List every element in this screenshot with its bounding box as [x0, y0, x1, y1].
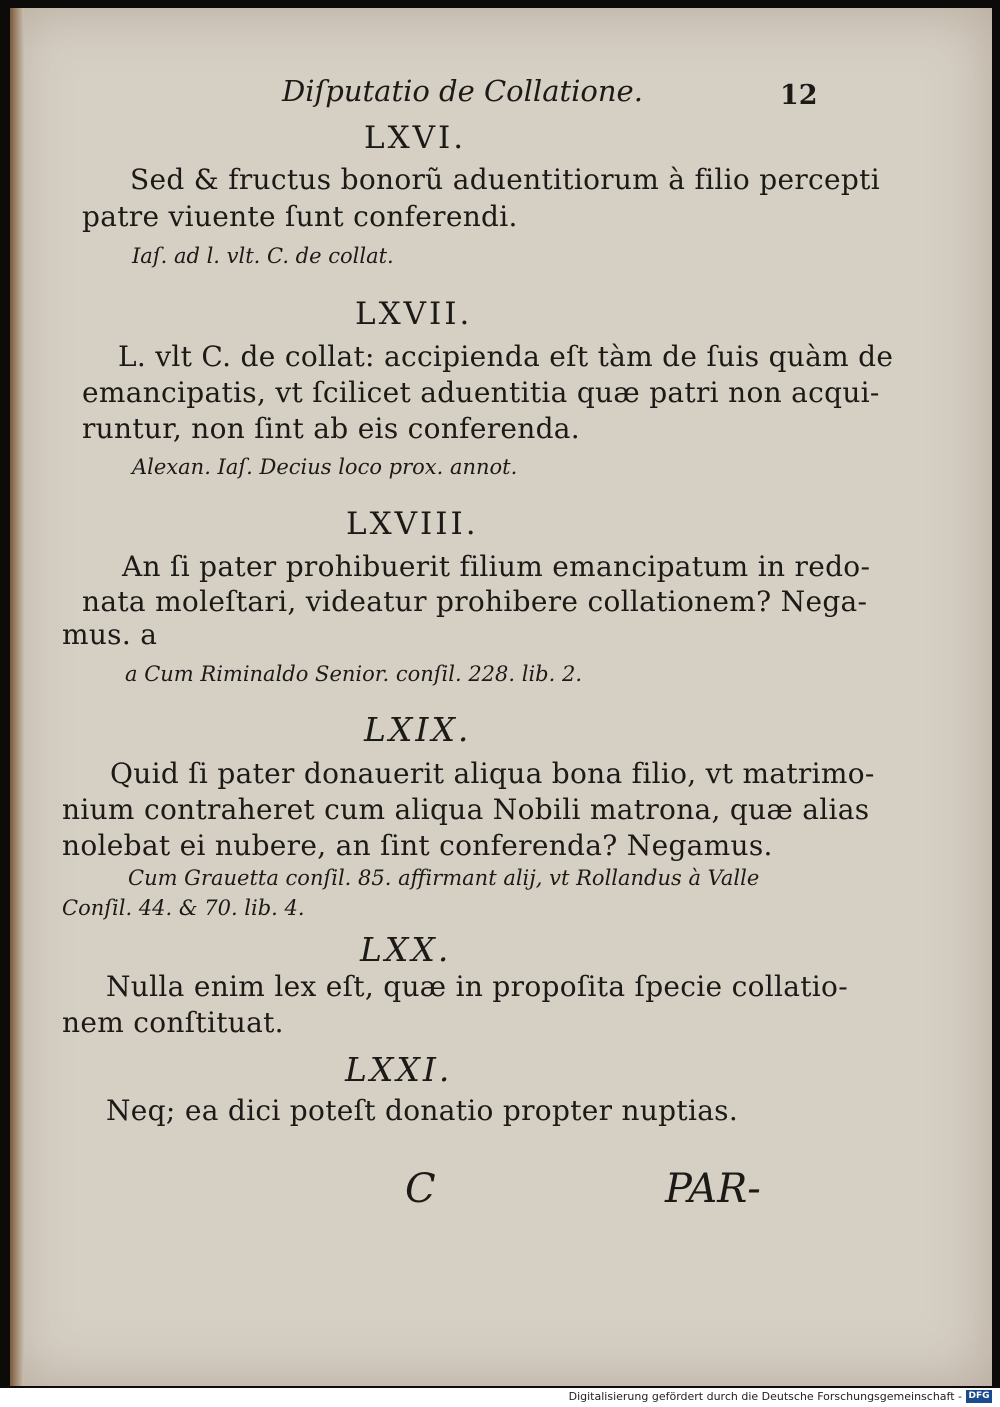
- body-line: Quid ſi pater donauerit aliqua bona filio, vt matrimo-: [110, 757, 875, 790]
- body-line: emancipatis, vt ſcilicet aduentitia quæ patri non acqui-: [82, 376, 880, 409]
- marginal-note: Conſil. 44. & 70. lib. 4.: [62, 896, 305, 920]
- body-line: Sed & fructus bonorũ aduentitiorum à filio percepti: [130, 163, 880, 196]
- body-line: nem conſtituat.: [62, 1006, 284, 1039]
- page-edge: [10, 8, 24, 1386]
- section-heading: LXVII.: [355, 296, 473, 332]
- running-head: Diſputatio de Collatione.: [282, 74, 643, 108]
- body-line: An ſi pater prohibuerit filium emancipatum in redo-: [122, 550, 871, 583]
- signature-mark: C: [405, 1166, 436, 1212]
- marginal-note: Alexan. Iaſ. Decius loco prox. annot.: [132, 455, 518, 479]
- marginal-note: Iaſ. ad l. vlt. C. de collat.: [132, 244, 394, 268]
- page-number: 12: [780, 80, 818, 111]
- body-line: L. vlt C. de collat: accipienda eſt tàm de ſuis quàm de: [118, 340, 894, 373]
- body-line: nium contraheret cum aliqua Nobili matrona, quæ alias: [62, 793, 870, 826]
- marginal-note: Cum Grauetta conſil. 85. affirmant alij, vt Rollandus à Valle: [128, 866, 760, 890]
- body-line: patre viuente ſunt conferendi.: [82, 200, 518, 233]
- section-heading: LXVI.: [364, 120, 467, 156]
- section-heading: LXIX.: [364, 710, 472, 749]
- section-heading: LXX.: [360, 930, 452, 969]
- section-heading: LXXI.: [345, 1050, 453, 1089]
- body-line: runtur, non ſint ab eis conferenda.: [82, 412, 580, 445]
- footer-credit: Digitalisierung gefördert durch die Deutsche Forschungsgemeinschaft -: [568, 1390, 962, 1403]
- body-line: Neq; ea dici poteſt donatio propter nuptias.: [106, 1094, 739, 1127]
- body-line: mus. a: [62, 618, 158, 651]
- body-line: nolebat ei nubere, an ſint conferenda? Negamus.: [62, 829, 773, 862]
- body-line: Nulla enim lex eſt, quæ in propoſita ſpecie collatio-: [106, 970, 848, 1003]
- section-heading: LXVIII.: [346, 506, 479, 542]
- catchword: PAR-: [665, 1166, 761, 1212]
- marginal-note: a Cum Riminaldo Senior. conſil. 228. lib. 2.: [125, 662, 583, 686]
- dfg-logo: DFG: [966, 1390, 992, 1403]
- body-line: nata moleſtari, videatur prohibere collationem? Nega-: [82, 585, 868, 618]
